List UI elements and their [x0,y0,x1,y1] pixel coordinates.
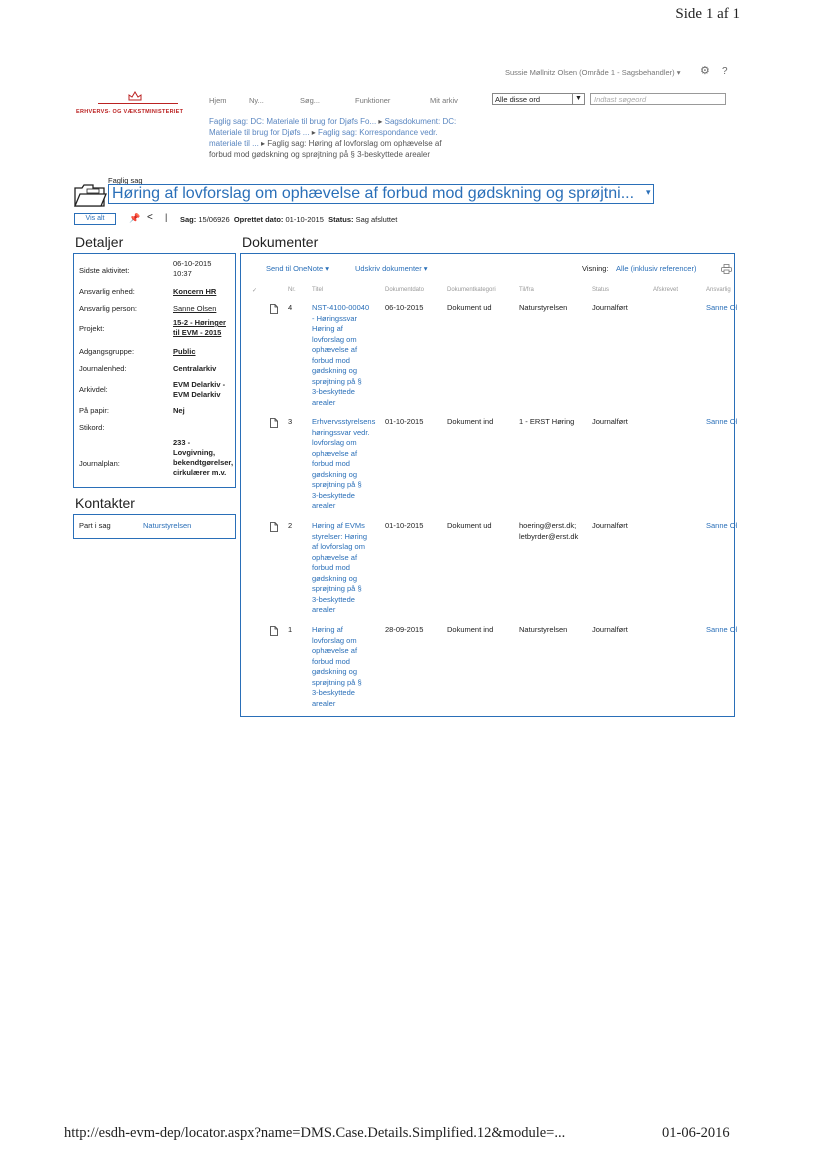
details-heading: Detaljer [75,234,124,250]
detail-label: Ansvarlig person: [79,304,137,313]
last-activity-date: 06-10-2015 [173,259,212,268]
doc-title-line: 3-beskyttede [312,490,355,500]
doc-to-from-line: letbyrder@erst.dk [519,531,579,541]
chevron-down-icon[interactable]: ▾ [646,187,651,197]
doc-category: Dokument ud [447,521,492,530]
col-date[interactable]: Dokumentdato [385,287,425,293]
status-label: Status: [328,215,354,224]
doc-title-line: gødskning og [312,469,358,479]
doc-title-line: arealer [312,605,336,614]
doc-nr: 3 [288,417,293,426]
contact-role: Part i sag [79,521,111,530]
doc-title-line: Høring af [312,324,343,333]
doc-owner-link[interactable]: Sanne Ol [706,521,738,530]
doc-category: Dokument ind [447,417,494,426]
doc-date: 06-10-2015 [385,303,424,312]
doc-title-line: ophævelse af [312,345,358,354]
project-link[interactable] [173,318,235,338]
doc-title-line: lovforslag om [312,635,357,645]
created-label: Oprettet dato: [233,215,284,224]
document-icon[interactable] [270,418,278,428]
breadcrumb-link[interactable]: materiale til ... [209,139,259,148]
doc-status: Journalført [592,303,628,312]
detail-label: Projekt: [79,324,105,333]
doc-owner-link[interactable]: Sanne Ol [706,417,738,426]
send-to-onenote-button[interactable]: Send til OneNote ▾ [266,264,329,273]
last-activity-time: 10:37 [173,269,192,278]
doc-title-line: forbud mod [312,459,350,468]
col-written-off[interactable]: Afskrevet [653,287,679,293]
doc-title-link[interactable] [312,625,362,709]
doc-title-line: forbud mod [312,656,350,666]
doc-date: 01-10-2015 [385,521,424,530]
doc-title-line: 3-beskyttede [312,594,355,604]
case-title[interactable]: Høring af lovforslag om ophævelse af forbud mod gødskning og sprøjtni... [108,184,654,204]
breadcrumb-link[interactable]: Sagsdokument: DC: [384,117,457,126]
col-category[interactable]: Dokumentkategori [447,287,496,293]
user-menu[interactable]: Sussie Møllnitz Olsen (Område 1 - Sagsbehandler) ▾ [505,68,681,77]
footer-url: http://esdh-evm-dep/locator.aspx?name=DMS.Case.Details.Simplified.12&module=... [64,1125,566,1141]
doc-title-line: arealer [312,397,336,407]
doc-title-line: ophævelse af [312,552,358,562]
created-date: 01-10-2015 [285,215,324,224]
doc-title-line: sprøjtning på § [312,677,362,687]
access-group-link[interactable]: Public [173,347,196,356]
details-panel [73,253,236,488]
doc-to-from-line: 1 - ERST Høring [519,417,575,426]
documents-heading: Dokumenter [242,234,319,250]
doc-title-line: styrelser: Høring [312,531,368,541]
doc-title-line: ophævelse af [312,448,358,458]
doc-title-link[interactable] [312,303,369,408]
view-select[interactable]: Alle (inklusiv referencer) [616,264,697,273]
doc-title-line: Erhvervsstyrelsens [312,417,376,426]
printer-icon[interactable] [721,264,732,274]
doc-title-line: sprøjtning på § [312,480,362,489]
col-nr[interactable]: Nr. [288,287,296,293]
plan-line: cirkulærer m.v. [173,468,227,477]
detail-value [173,438,235,478]
document-icon[interactable] [270,522,278,532]
plan-line: bekendtgørelser, [173,458,234,467]
search-input[interactable]: Indtast søgeord [590,93,726,105]
detail-label: Stikord: [79,423,105,432]
detail-value [173,259,235,279]
detail-label: Journalenhed: [79,364,127,373]
doc-title-line: af lovforslag om [312,542,365,551]
responsible-person-link[interactable]: Sanne Olsen [173,304,217,313]
doc-owner-link[interactable]: Sanne Ol [706,303,738,312]
archive-line: EVM Delarkiv - [173,380,226,389]
project-line: 15-2 - Høringer [173,318,226,327]
doc-nr: 1 [288,625,293,634]
detail-label: Arkivdel: [79,385,108,394]
doc-title-line: 3-beskyttede [312,387,355,396]
doc-title-line: gødskning og [312,366,358,375]
case-meta [180,215,397,224]
doc-nr: 4 [288,303,293,312]
breadcrumb-link[interactable]: Faglig sag: DC: Materiale til brug for Djøfs Fo... [209,117,377,126]
doc-date: 01-10-2015 [385,417,424,426]
doc-to-from [519,303,567,314]
doc-title-line: sprøjtning på § [312,376,362,386]
doc-title-line: NST-4100-00040 [312,303,370,312]
case-status: Sag afsluttet [355,215,398,224]
detail-value: Nej [173,406,185,415]
doc-title-line: 3-beskyttede [312,688,355,697]
archive-line: EVM Delarkiv [173,390,221,399]
doc-date: 28-09-2015 [385,625,424,634]
doc-category: Dokument ind [447,625,494,634]
nav-my-archive[interactable]: Mit arkiv [430,96,458,105]
project-line: til EVM - 2015 [173,328,222,337]
crown-icon [128,91,142,101]
doc-title-line: lovforslag om [312,438,357,447]
doc-to-from-line: Naturstyrelsen [519,303,568,312]
doc-to-from [519,521,578,542]
breadcrumb: Faglig sag: DC: Materiale til brug for Djøfs Fo... ▸ Sagsdokument: DC: Materiale til brug for Djøfs ... ▸ Faglig sag: Korrespondance vedr. materiale til ... ▸ Faglig sag: Høring af lovforslag om ophævelse af forbud mod gødskning og sprøjtning på § 3-beskyttede arealer [209,117,457,159]
detail-label: Sidste aktivitet: [79,266,130,275]
nav-search[interactable]: Søg... [300,96,321,105]
doc-status: Journalført [592,625,628,634]
responsible-unit-link[interactable]: Koncern HR [173,287,217,296]
doc-to-from-line: Naturstyrelsen [519,625,568,634]
col-status[interactable]: Status [592,287,610,293]
doc-title-line: høringssvar vedr. [312,427,370,437]
doc-category: Dokument ud [447,303,492,312]
search-scope-select[interactable] [492,93,585,105]
doc-title-line: forbud mod [312,563,350,572]
footer-date: 01-06-2016 [662,1125,730,1141]
doc-title-line: gødskning og [312,573,358,583]
doc-status: Journalført [592,521,628,530]
nav-functions[interactable]: Funktioner [355,96,391,105]
contacts-panel [73,514,236,539]
col-owner[interactable]: Ansvarlig [706,287,731,293]
col-title[interactable]: Titel [312,287,324,293]
document-icon[interactable] [270,304,278,314]
doc-to-from-line: hoering@erst.dk; [519,521,577,530]
contact-link[interactable]: Naturstyrelsen [143,521,192,530]
show-all-button[interactable]: Vis alt [74,213,116,225]
doc-to-from [519,625,567,636]
doc-title-line: forbud mod [312,355,350,365]
doc-title-line: - Høringssvar [312,313,358,323]
doc-status: Journalført [592,417,628,426]
pin-icon[interactable]: 📌 [129,213,141,223]
col-select[interactable]: ✓ [252,288,258,294]
chevron-down-icon: ▼ [572,94,584,104]
ministry-logo[interactable] [76,91,196,121]
breadcrumb-current: forbud mod gødskning og sprøjtning på § 3-beskyttede arealer [209,150,431,159]
case-type: Faglig sag [108,176,143,185]
doc-title-line: ophævelse af [312,646,358,655]
separator: | [165,212,168,222]
doc-title-line: sprøjtning på § [312,584,362,593]
detail-label: Ansvarlig enhed: [79,287,135,296]
plan-line: Lovgivning, [173,448,216,457]
doc-title-line: arealer [312,501,336,510]
gear-icon[interactable]: ⚙ [700,65,710,77]
detail-value: Centralarkiv [173,364,217,373]
detail-value [173,380,235,400]
breadcrumb-link[interactable]: Faglig sag: Korrespondance vedr. [317,128,438,137]
plan-line: 233 - [173,438,191,447]
doc-title-link[interactable] [312,521,367,616]
detail-label: På papir: [79,406,110,415]
help-icon[interactable]: ? [722,66,728,77]
search-scope-value: Alle disse ord [495,95,541,104]
print-documents-button[interactable]: Udskriv dokumenter ▾ [355,264,428,273]
logo-text: ERHVERVS- OG VÆKSTMINISTERIET [76,109,184,115]
doc-title-line: lovforslag om [312,334,357,344]
doc-nr: 2 [288,521,293,530]
doc-owner-link[interactable]: Sanne Ol [706,625,738,634]
nav-new[interactable]: Ny... [249,96,264,105]
detail-label: Adgangsgruppe: [79,347,135,356]
page-header: Side 1 af 1 [675,6,740,22]
case-number-label: Sag: [180,215,197,224]
doc-title-line: gødskning og [312,667,358,676]
doc-to-from [519,417,574,428]
case-number: 15/06926 [198,215,230,224]
contacts-heading: Kontakter [75,495,135,511]
view-label: Visning: [582,264,609,273]
doc-title-line: Høring af EVMs [312,521,365,530]
detail-label: Journalplan: [79,459,120,468]
doc-title-line: Høring af [312,625,343,634]
breadcrumb-link[interactable]: Materiale til brug for Djøfs ... [209,128,310,137]
doc-title-link[interactable] [312,417,375,512]
folder-icon [73,182,107,208]
nav-home[interactable]: Hjem [209,96,227,105]
doc-title-line: arealer [312,698,336,708]
share-icon[interactable]: < [147,212,153,223]
breadcrumb-current: Faglig sag: Høring af lovforslag om ophævelse af [267,139,442,148]
col-to-from[interactable]: Til/fra [519,287,534,293]
document-icon[interactable] [270,626,278,636]
